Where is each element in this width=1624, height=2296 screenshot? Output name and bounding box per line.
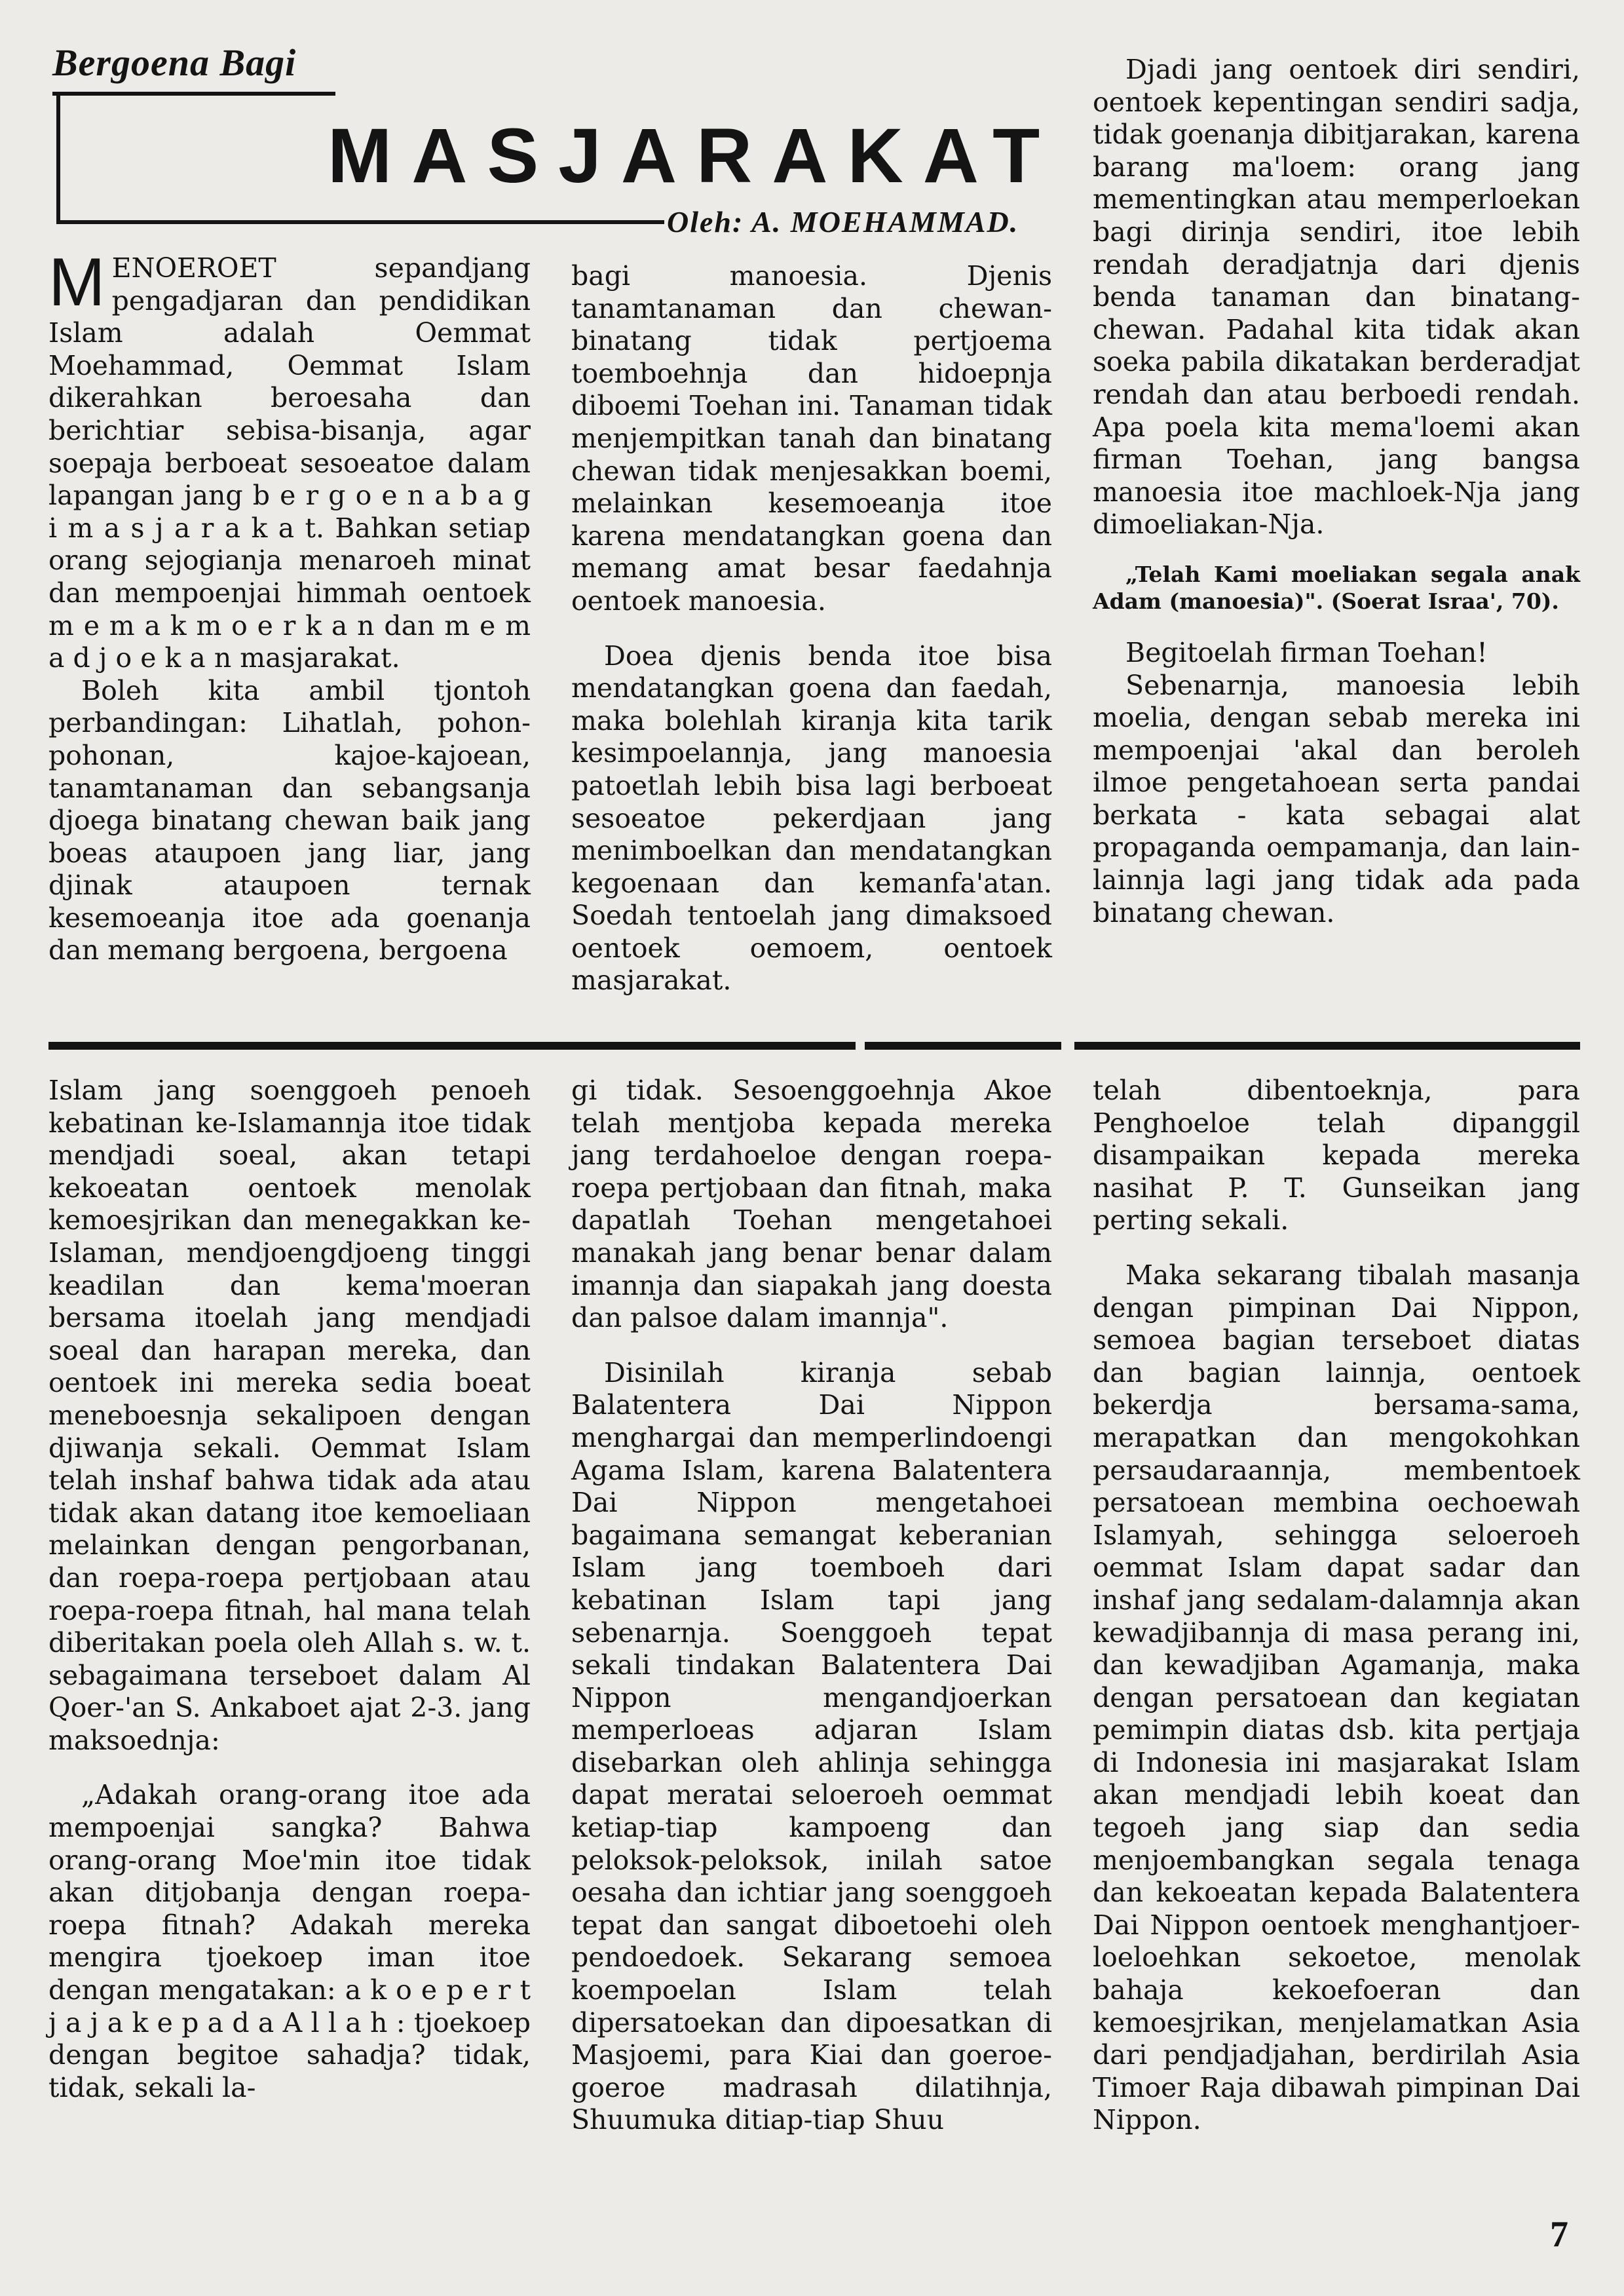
- paragraph: Disinilah kiranja sebab Balatentera Dai Nippon menghargai dan memperlindoengi Agama Islam, karena Balatentera Dai Nippon mengetahoei bagaimana semangat keberanian Islam jang toemboeh dari kebatinan Islam tapi jang sebenarnja. Soenggoeh tepat sekali tindakan Balatentera Dai Nippon mengandjoerkan memperloeas adjaran Islam disebarkan oleh ahlinja sehingga dapat meratai seloeroeh oemmat ketiap-tiap kampoeng dan peloksok-peloksok, inilah satoe oesaha dan ichtiar jang soenggoeh tepat dan sangat diboetoehi oleh pendoedoek. Sekarang semoea koempoelan Islam telah dipersatoekan dan dipoesatkan di Masjoemi, para Kiai dan goeroe-goeroe madrasah dilatihnja, Shuumuka ditiap-tiap Shuu: [571, 1356, 1052, 2136]
- page-number: 7: [1550, 2214, 1568, 2255]
- section-divider: [865, 1042, 1061, 1050]
- article-byline: Oleh: A. MOEHAMMAD.: [667, 205, 1019, 239]
- column-3: [1093, 54, 1580, 929]
- paragraph: telah dibentoeknja, para Penghoeloe telah dipanggil disampaikan kepada mereka nasihat P. T. Gunseikan jang perting sekali.: [1093, 1075, 1580, 1236]
- column-4: [48, 1075, 531, 2104]
- section-divider: [48, 1042, 856, 1050]
- article-title: MASJARAKAT: [328, 113, 1060, 199]
- paragraph: gi tidak. Sesoenggoehnja Akoe telah mentjoba kepada mereka jang terdahoeloe dengan roepa-roepa pertjobaan dan fitnah, maka dapatlah Toehan mengetahoei manakah jang benar benar dalam imannja dan siapakah jang doesta dan palsoe dalam imannja".: [571, 1075, 1052, 1334]
- paragraph: Islam jang soenggoeh penoeh kebatinan ke-Islamannja itoe tidak mendjadi soeal, akan tetapi kekoeatan oentoek menolak kemoesjrikan dan menegakkan ke-Islaman, mendjoengdjoeng tinggi keadilan dan kema'moeran bersama itoelah jang mendjadi soeal dan harapan mereka, dan oentoek ini mereka sedia boeat meneboesnja sekalipoen dengan djiwanja sekali. Oemmat Islam telah inshaf bahwa tidak ada atau tidak akan datang itoe kemoeliaan melainkan dengan pengorbanan, dan roepa-roepa pertjobaan atau roepa-roepa fitnah, hal mana telah diberitakan poela oleh Allah s. w. t. sebagaimana terseboet dalam Al Qoer-'an S. Ankaboet ajat 2-3. jang maksoednja:: [48, 1075, 531, 1756]
- column-2: [571, 260, 1052, 997]
- drop-cap: M: [48, 244, 105, 320]
- paragraph: Begitoelah firman Toehan!: [1125, 636, 1488, 668]
- paragraph: Sebenarnja, manoesia lebih moelia, dengan sebab mereka ini mempoenjai 'akal dan beroleh ilmoe pengetahoean serta pandai berkata - kata sebagai alat propaganda oempamanja, dan lain-lainnja lagi jang tidak ada pada binatang chewan.: [1093, 669, 1580, 928]
- paragraph: Boleh kita ambil tjontoh perbandingan: Lihatlah, pohon-pohonan, kajoe-kajoean, tanamtanaman dan sebangsanja djoega binatang chewan baik jang boeas ataupoen jang liar, jang djinak ataupoen ternak kesemoeanja itoe ada goenanja dan memang bergoena, bergoena: [48, 674, 531, 966]
- paragraph: bagi manoesia. Djenis tanamtanaman dan chewan-binatang tidak pertjoema toemboehnja dan hidoepnja diboemi Toehan ini. Tanaman tidak menjempitkan tanah dan binatang chewan tidak menjesakkan boemi, melainkan kesemoeanja itoe karena mendatangkan goena dan memang amat besar faedahnja oentoek manoesia.: [571, 260, 1052, 617]
- paragraph: Doea djenis benda itoe bisa mendatangkan goena dan faedah, maka bolehlah kiranja kita tarik kesimpoelannja, jang manoesia patoetlah lebih bisa lagi berboeat sesoeatoe pekerdjaan jang menimboelkan dan mendatangkan kegoenaan dan kemanfa'atan. Soedah tentoelah jang dimaksoed oentoek oemoem, oentoek masjarakat.: [571, 640, 1052, 997]
- quran-quote: „Telah Kami moeliakan segala anak Adam (manoesia)". (Soerat Israa', 70).: [1093, 561, 1580, 614]
- section-divider: [1074, 1042, 1580, 1050]
- title-box-left-rule: [56, 92, 60, 223]
- paragraph-text: ENOEROET sepandjang pengadjaran dan pendidikan Islam adalah Oemmat Moehammad, Oemmat Islam dikerahkan beroesaha dan berichtiar sebisa-bisanja, agar soepaja berboeat sesoeatoe dalam lapangan jang b e r g o e n a b a g i m a s j a r a k a t. Bahkan setiap orang sejogianja menaroeh minat dan mempoenjai himmah oentoek m e m a k m o e r k a n dan m e m a d j o e k a n masjarakat.: [48, 252, 531, 674]
- column-1: [48, 244, 531, 967]
- kicker-underline: [52, 92, 335, 96]
- quran-quote: „Adakah orang-orang itoe ada mempoenjai sangka? Bahwa orang-orang Moe'min itoe tidak akan ditjobanja dengan roepa-roepa fitnah? Adakah mereka mengira tjoekoep iman itoe dengan mengatakan: a k o e p e r t j a j a k e p a d a A l l a h : tjoekoep dengan begitoe sahadja? tidak, tidak, sekali la-: [48, 1779, 531, 2103]
- column-5: [571, 1075, 1052, 2137]
- section-kicker: Bergoena Bagi: [52, 41, 297, 84]
- column-6: [1093, 1075, 1580, 2137]
- paragraph: [48, 244, 531, 675]
- title-bottom-rule: [56, 220, 664, 224]
- paragraph: Maka sekarang tibalah masanja dengan pimpinan Dai Nippon, semoea bagian terseboet diatas dan bagian lainnja, oentoek bekerdja bersama-sama, merapatkan dan mengokohkan persaudaraannja, membentoek persatoean membina oechoewah Islamyah, sehingga seloeroeh oemmat Islam dapat sadar dan inshaf jang sedalam-dalamnja akan kewadjibannja di masa perang ini, dan kewadjiban Agamanja, maka dengan persatoean dan kegiatan pemimpin diatas dsb. kita pertjaja di Indonesia ini masjarakat Islam akan mendjadi lebih koeat dan tegoeh jang siap dan sedia menjoembangkan segala tenaga dan kekoeatan kepada Balatentera Dai Nippon oentoek menghantjoer-loeloehkan sekoetoe, menolak bahaja kekoefoeran dan kemoesjrikan, menjelamatkan Asia dari pendjadjahan, berdirilah Asia Timoer Raja dibawah pimpinan Dai Nippon.: [1093, 1259, 1580, 2136]
- paragraph: Djadi jang oentoek diri sendiri, oentoek kepentingan sendiri sadja, tidak goenanja dibitjarakan, karena barang ma'loem: orang jang mementingkan atau memperloekan bagi dirinja sendiri, itoe lebih rendah deradjatnja dari djenis benda tanaman dan binatang-chewan. Padahal kita tidak akan soeka pabila dikatakan berderadjat rendah dan atau berboedi rendah. Apa poela kita mema'loemi akan firman Toehan, jang bangsa manoesia itoe machloek-Nja jang dimoeliakan-Nja.: [1093, 54, 1580, 541]
